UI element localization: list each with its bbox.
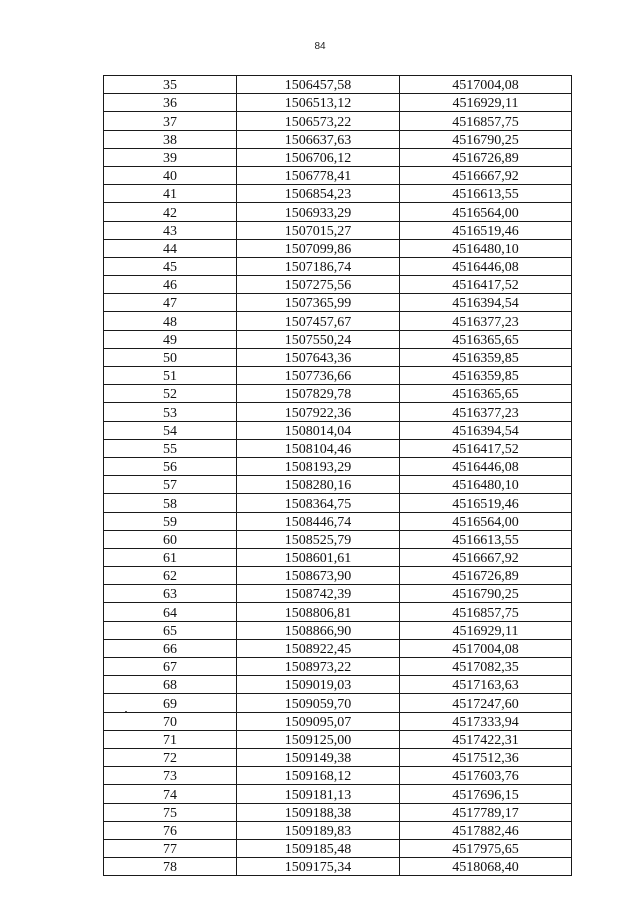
- table-row: [104, 421, 572, 439]
- y-coordinate-cell: 4516365,65: [400, 385, 572, 403]
- x-coordinate-cell: 1508673,90: [237, 567, 400, 585]
- table-row: [104, 348, 572, 366]
- point-number-cell: 70: [104, 712, 237, 730]
- x-coordinate-cell: 1509185,48: [237, 839, 400, 857]
- x-coordinate-cell: 1506933,29: [237, 203, 400, 221]
- table-row: [104, 294, 572, 312]
- y-coordinate-cell: 4516365,65: [400, 330, 572, 348]
- table-row: [104, 512, 572, 530]
- point-number-cell: 64: [104, 603, 237, 621]
- y-coordinate-cell: 4518068,40: [400, 858, 572, 876]
- table-row: [104, 239, 572, 257]
- point-number-cell: 72: [104, 748, 237, 766]
- table-row: [104, 676, 572, 694]
- x-coordinate-cell: 1508446,74: [237, 512, 400, 530]
- point-number-cell: 51: [104, 367, 237, 385]
- point-number-cell: 74: [104, 785, 237, 803]
- table-row: [104, 839, 572, 857]
- point-number-cell: 69: [104, 694, 237, 712]
- x-coordinate-cell: 1506513,12: [237, 94, 400, 112]
- y-coordinate-cell: 4517163,63: [400, 676, 572, 694]
- table-row: [104, 166, 572, 184]
- table-row: [104, 548, 572, 566]
- y-coordinate-cell: 4517696,15: [400, 785, 572, 803]
- x-coordinate-cell: 1509059,70: [237, 694, 400, 712]
- x-coordinate-cell: 1509019,03: [237, 676, 400, 694]
- x-coordinate-cell: 1508014,04: [237, 421, 400, 439]
- point-number-cell: 59: [104, 512, 237, 530]
- y-coordinate-cell: 4517004,08: [400, 76, 572, 94]
- point-number-cell: 58: [104, 494, 237, 512]
- y-coordinate-cell: 4516417,52: [400, 439, 572, 457]
- y-coordinate-cell: 4516377,23: [400, 312, 572, 330]
- scan-speck: [125, 711, 127, 712]
- table-row: [104, 730, 572, 748]
- table-row: [104, 221, 572, 239]
- point-number-cell: 41: [104, 185, 237, 203]
- point-number-cell: 57: [104, 476, 237, 494]
- point-number-cell: 55: [104, 439, 237, 457]
- x-coordinate-cell: 1508866,90: [237, 621, 400, 639]
- point-number-cell: 75: [104, 803, 237, 821]
- x-coordinate-cell: 1509175,34: [237, 858, 400, 876]
- table-row: [104, 603, 572, 621]
- x-coordinate-cell: 1507550,24: [237, 330, 400, 348]
- point-number-cell: 62: [104, 567, 237, 585]
- y-coordinate-cell: 4517004,08: [400, 639, 572, 657]
- point-number-cell: 61: [104, 548, 237, 566]
- table-row: [104, 494, 572, 512]
- x-coordinate-cell: 1508280,16: [237, 476, 400, 494]
- x-coordinate-cell: 1508601,61: [237, 548, 400, 566]
- y-coordinate-cell: 4516857,75: [400, 112, 572, 130]
- point-number-cell: 47: [104, 294, 237, 312]
- x-coordinate-cell: 1507015,27: [237, 221, 400, 239]
- x-coordinate-cell: 1507922,36: [237, 403, 400, 421]
- coordinates-table-body: [104, 76, 572, 876]
- table-row: [104, 94, 572, 112]
- y-coordinate-cell: 4516929,11: [400, 94, 572, 112]
- table-row: [104, 530, 572, 548]
- x-coordinate-cell: 1508806,81: [237, 603, 400, 621]
- point-number-cell: 52: [104, 385, 237, 403]
- point-number-cell: 67: [104, 658, 237, 676]
- point-number-cell: 53: [104, 403, 237, 421]
- table-row: [104, 858, 572, 876]
- y-coordinate-cell: 4516480,10: [400, 239, 572, 257]
- point-number-cell: 63: [104, 585, 237, 603]
- point-number-cell: 65: [104, 621, 237, 639]
- point-number-cell: 44: [104, 239, 237, 257]
- x-coordinate-cell: 1509125,00: [237, 730, 400, 748]
- y-coordinate-cell: 4516667,92: [400, 166, 572, 184]
- point-number-cell: 48: [104, 312, 237, 330]
- y-coordinate-cell: 4516446,08: [400, 457, 572, 475]
- x-coordinate-cell: 1507736,66: [237, 367, 400, 385]
- y-coordinate-cell: 4516790,25: [400, 585, 572, 603]
- table-row: [104, 712, 572, 730]
- point-number-cell: 71: [104, 730, 237, 748]
- x-coordinate-cell: 1509189,83: [237, 821, 400, 839]
- point-number-cell: 40: [104, 166, 237, 184]
- x-coordinate-cell: 1507099,86: [237, 239, 400, 257]
- y-coordinate-cell: 4516667,92: [400, 548, 572, 566]
- point-number-cell: 76: [104, 821, 237, 839]
- point-number-cell: 42: [104, 203, 237, 221]
- y-coordinate-cell: 4516790,25: [400, 130, 572, 148]
- x-coordinate-cell: 1507365,99: [237, 294, 400, 312]
- x-coordinate-cell: 1506457,58: [237, 76, 400, 94]
- y-coordinate-cell: 4516359,85: [400, 348, 572, 366]
- point-number-cell: 78: [104, 858, 237, 876]
- table-row: [104, 585, 572, 603]
- point-number-cell: 77: [104, 839, 237, 857]
- y-coordinate-cell: 4517512,36: [400, 748, 572, 766]
- point-number-cell: 68: [104, 676, 237, 694]
- point-number-cell: 36: [104, 94, 237, 112]
- table-row: [104, 112, 572, 130]
- y-coordinate-cell: 4517603,76: [400, 767, 572, 785]
- point-number-cell: 66: [104, 639, 237, 657]
- y-coordinate-cell: 4516417,52: [400, 276, 572, 294]
- x-coordinate-cell: 1508104,46: [237, 439, 400, 457]
- point-number-cell: 43: [104, 221, 237, 239]
- point-number-cell: 56: [104, 457, 237, 475]
- y-coordinate-cell: 4516359,85: [400, 367, 572, 385]
- y-coordinate-cell: 4516613,55: [400, 185, 572, 203]
- x-coordinate-cell: 1507829,78: [237, 385, 400, 403]
- page-number: 84: [314, 41, 326, 52]
- table-row: [104, 457, 572, 475]
- table-row: [104, 185, 572, 203]
- table-row: [104, 621, 572, 639]
- y-coordinate-cell: 4516394,54: [400, 294, 572, 312]
- x-coordinate-cell: 1509188,38: [237, 803, 400, 821]
- point-number-cell: 50: [104, 348, 237, 366]
- table-row: [104, 130, 572, 148]
- table-row: [104, 403, 572, 421]
- y-coordinate-cell: 4516857,75: [400, 603, 572, 621]
- y-coordinate-cell: 4516929,11: [400, 621, 572, 639]
- table-row: [104, 330, 572, 348]
- x-coordinate-cell: 1509149,38: [237, 748, 400, 766]
- y-coordinate-cell: 4517422,31: [400, 730, 572, 748]
- table-row: [104, 785, 572, 803]
- point-number-cell: 38: [104, 130, 237, 148]
- x-coordinate-cell: 1509095,07: [237, 712, 400, 730]
- point-number-cell: 49: [104, 330, 237, 348]
- table-row: [104, 76, 572, 94]
- point-number-cell: 39: [104, 148, 237, 166]
- point-number-cell: 60: [104, 530, 237, 548]
- x-coordinate-cell: 1506573,22: [237, 112, 400, 130]
- table-row: [104, 439, 572, 457]
- table-row: [104, 257, 572, 275]
- point-number-cell: 45: [104, 257, 237, 275]
- y-coordinate-cell: 4516394,54: [400, 421, 572, 439]
- table-row: [104, 658, 572, 676]
- y-coordinate-cell: 4516564,00: [400, 512, 572, 530]
- x-coordinate-cell: 1506637,63: [237, 130, 400, 148]
- x-coordinate-cell: 1507186,74: [237, 257, 400, 275]
- x-coordinate-cell: 1509181,13: [237, 785, 400, 803]
- x-coordinate-cell: 1508364,75: [237, 494, 400, 512]
- table-row: [104, 639, 572, 657]
- table-row: [104, 476, 572, 494]
- x-coordinate-cell: 1506854,23: [237, 185, 400, 203]
- table-row: [104, 203, 572, 221]
- table-row: [104, 148, 572, 166]
- point-number-cell: 46: [104, 276, 237, 294]
- y-coordinate-cell: 4516446,08: [400, 257, 572, 275]
- x-coordinate-cell: 1506706,12: [237, 148, 400, 166]
- y-coordinate-cell: 4517082,35: [400, 658, 572, 676]
- y-coordinate-cell: 4517975,65: [400, 839, 572, 857]
- table-row: [104, 367, 572, 385]
- point-number-cell: 37: [104, 112, 237, 130]
- point-number-cell: 35: [104, 76, 237, 94]
- x-coordinate-cell: 1507275,56: [237, 276, 400, 294]
- table-row: [104, 803, 572, 821]
- table-row: [104, 312, 572, 330]
- table-row: [104, 567, 572, 585]
- y-coordinate-cell: 4516726,89: [400, 148, 572, 166]
- x-coordinate-cell: 1509168,12: [237, 767, 400, 785]
- x-coordinate-cell: 1508742,39: [237, 585, 400, 603]
- y-coordinate-cell: 4517247,60: [400, 694, 572, 712]
- y-coordinate-cell: 4516613,55: [400, 530, 572, 548]
- table-row: [104, 748, 572, 766]
- point-number-cell: 54: [104, 421, 237, 439]
- table-row: [104, 385, 572, 403]
- y-coordinate-cell: 4516519,46: [400, 494, 572, 512]
- table-row: [104, 821, 572, 839]
- y-coordinate-cell: 4517789,17: [400, 803, 572, 821]
- x-coordinate-cell: 1508922,45: [237, 639, 400, 657]
- point-number-cell: 73: [104, 767, 237, 785]
- y-coordinate-cell: 4516564,00: [400, 203, 572, 221]
- table-row: [104, 767, 572, 785]
- x-coordinate-cell: 1506778,41: [237, 166, 400, 184]
- y-coordinate-cell: 4517882,46: [400, 821, 572, 839]
- x-coordinate-cell: 1508193,29: [237, 457, 400, 475]
- y-coordinate-cell: 4516726,89: [400, 567, 572, 585]
- coordinates-table: [103, 75, 572, 876]
- y-coordinate-cell: 4516480,10: [400, 476, 572, 494]
- y-coordinate-cell: 4516519,46: [400, 221, 572, 239]
- x-coordinate-cell: 1507643,36: [237, 348, 400, 366]
- y-coordinate-cell: 4516377,23: [400, 403, 572, 421]
- x-coordinate-cell: 1508525,79: [237, 530, 400, 548]
- table-row: [104, 694, 572, 712]
- y-coordinate-cell: 4517333,94: [400, 712, 572, 730]
- x-coordinate-cell: 1508973,22: [237, 658, 400, 676]
- table-row: [104, 276, 572, 294]
- x-coordinate-cell: 1507457,67: [237, 312, 400, 330]
